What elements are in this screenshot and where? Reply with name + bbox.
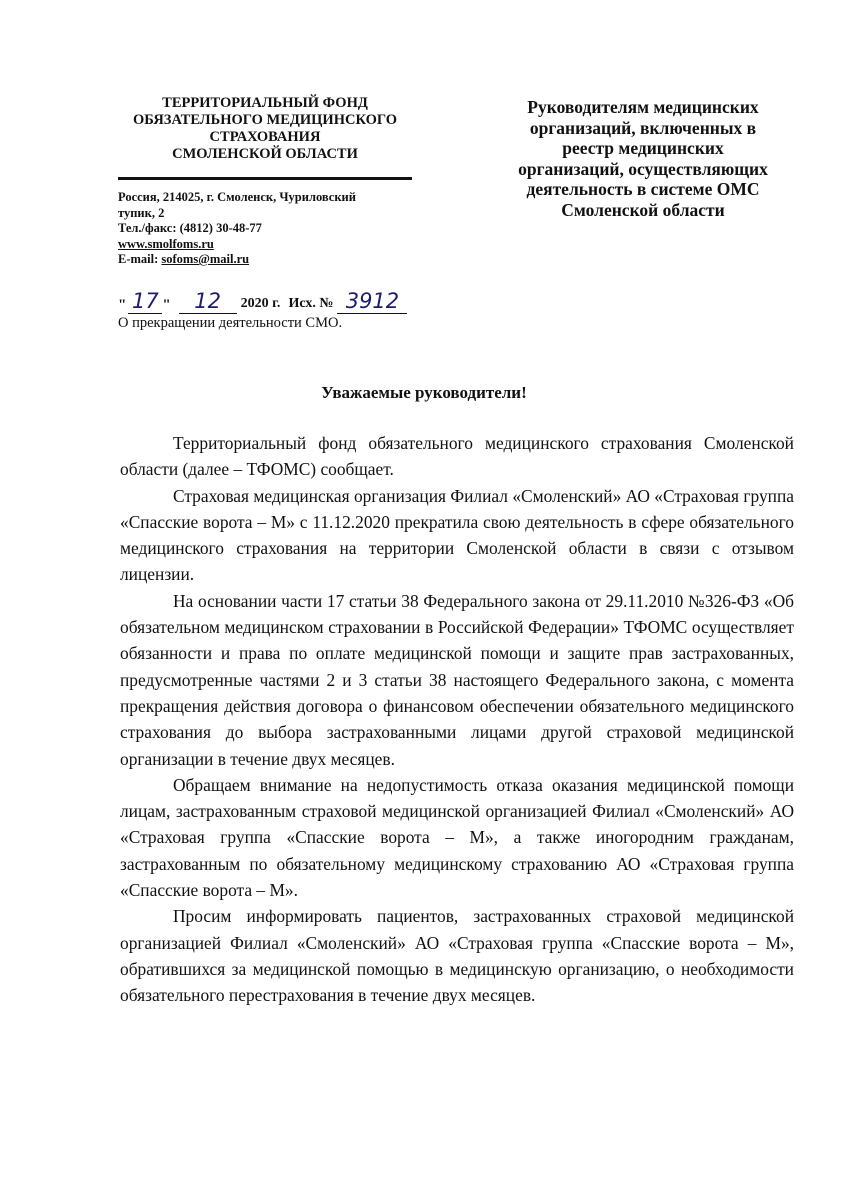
- quote-close: ": [162, 297, 171, 313]
- sender-block: [118, 95, 412, 268]
- body-paragraph: Страховая медицинская организация Филиал «Смоленский» АО «Страховая группа «Спасские ворота – М» с 11.12.2020 прекратила свою деятельность в сфере обязательного медицинского страхования на территории Смоленской области в связи с отзывом лицензии.: [120, 485, 794, 585]
- greeting: Уважаемые руководители!: [321, 383, 527, 402]
- outgoing-number-label: Исх. №: [288, 296, 334, 311]
- handwritten-outgoing-number: 3912: [337, 289, 407, 314]
- body-paragraph: Просим информировать пациентов, застрахованных страховой медицинской организацией Филиал «Смоленский» АО «Страховая группа «Спасские ворота – М», обратившихся за медицинской помощью в медицинскую организацию, о необходимости обязательного перестрахования в течение двух месяцев.: [120, 906, 794, 1006]
- email-label: E-mail:: [118, 252, 162, 266]
- registration-year: 2020 г.: [240, 296, 281, 311]
- quote-open: ": [118, 297, 127, 313]
- registration-line: [118, 290, 407, 314]
- handwritten-day: 17: [128, 289, 162, 314]
- letter-subject: О прекращении деятельности СМО.: [118, 315, 343, 331]
- recipient-block: Руководителям медицинских организаций, включенных в реестр медицинских организаций, осуществляющих деятельность в системе ОМС Смоленской области: [518, 97, 768, 220]
- handwritten-month: 12: [179, 289, 237, 314]
- sender-org-name: ТЕРРИТОРИАЛЬНЫЙ ФОНД ОБЯЗАТЕЛЬНОГО МЕДИЦИНСКОГО СТРАХОВАНИЯ СМОЛЕНСКОЙ ОБЛАСТИ: [132, 95, 398, 162]
- body-paragraph: Обращаем внимание на недопустимость отказа оказания медицинской помощи лицам, застрахованным страховой медицинской организацией Филиал «Смоленский» АО «Страховая группа «Спасские ворота – М», а также иногородним гражданам, застрахованным по обязательному медицинскому страхованию АО «Страховая группа «Спасские ворота – М».: [120, 774, 794, 901]
- body-paragraph: Территориальный фонд обязательного медицинского страхования Смоленской области (далее – ТФОМС) сообщает.: [120, 433, 794, 480]
- sender-email-row: [118, 252, 412, 268]
- sender-address: Россия, 214025, г. Смоленск, Чуриловский тупик, 2 Тел./факс: (4812) 30-48-77: [118, 190, 356, 235]
- header-divider: [118, 177, 412, 180]
- letter-body: [120, 430, 794, 1009]
- registration-block: [118, 290, 407, 332]
- body-paragraph: На основании части 17 статьи 38 Федерального закона от 29.11.2010 №326-ФЗ «Об обязательном медицинском страховании в Российской Федерации» ТФОМС осуществляет обязанности и права по оплате медицинской помощи и защите прав застрахованных, предусмотренные частями 2 и 3 статьи 38 настоящего Федерального закона, с момента прекращения действия договора о финансовом обеспечении обязательного медицинского страхования до выбора застрахованными лицами другой страховой медицинской организации в течение двух месяцев.: [120, 590, 794, 769]
- sender-website-link[interactable]: www.smolfoms.ru: [118, 236, 214, 251]
- sender-email-link[interactable]: sofoms@mail.ru: [161, 252, 250, 266]
